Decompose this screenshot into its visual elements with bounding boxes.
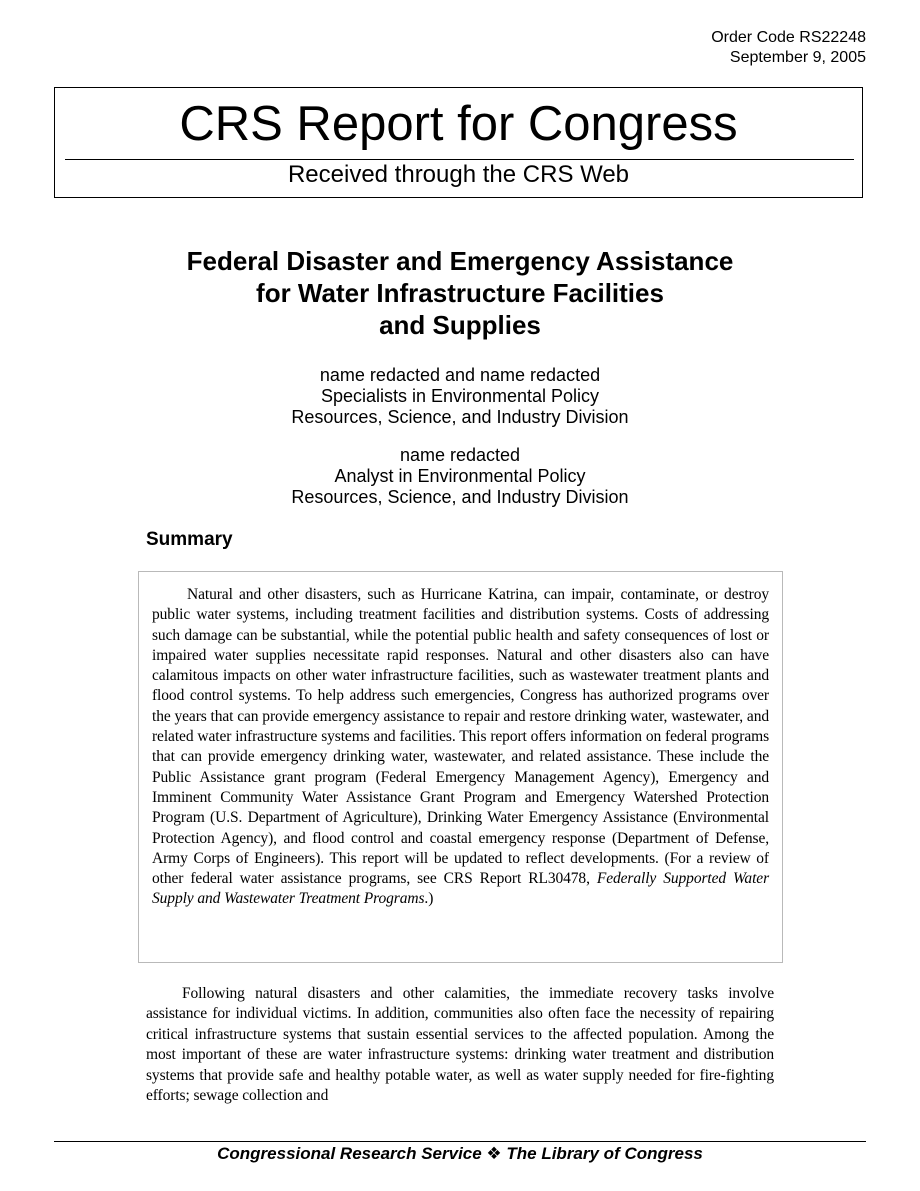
author-name: name redacted and name redacted bbox=[319, 365, 601, 385]
banner-subtitle: Received through the CRS Web bbox=[287, 161, 630, 188]
banner-title: CRS Report for Congress bbox=[179, 97, 738, 151]
report-date: September 9, 2005 bbox=[729, 49, 866, 66]
author-block bbox=[200, 365, 720, 428]
report-title bbox=[100, 245, 820, 341]
summary-body: Natural and other disasters, such as Hurricane Katrina, can impair, contaminate, or destroy public water systems, including treatment facilities and distribution systems. Costs of addressing such damage can be substantial, while the potential public health and safety consequences of lost or impaired water supplies necessitate rapid responses. Natural and other disasters also can have calamitous impacts on other water infrastructure facilities, such as wastewater treatment plants and flood control systems. To help address such emergencies, Congress has authorized programs over the years that can provide emergency assistance to repair and restore drinking water, wastewater, and related water infrastructure systems and facilities. This report offers information on federal programs that can provide emergency drinking water, wastewater, and related assistance. These include the Public Assistance grant program (Federal Emergency Management Agency), Emergency and Imminent Community Water Assistance Grant Program and Emergency Watershed Protection Program (U.S. Department of Agriculture), Drinking Water Emergency Assistance (Environmental Protection Agency), and flood control and coastal emergency response (Department of Defense, Army Corps of Engineers). This report will be updated to reflect developments. (For a review of other federal water assistance programs, see CRS Report RL30478, bbox=[152, 586, 769, 888]
footer-text: Congressional Research Service ❖ The Library of Congress bbox=[217, 1144, 703, 1163]
summary-citation: Federally Supported Water Supply and Wastewater Treatment Programs bbox=[152, 870, 769, 908]
summary-box bbox=[138, 571, 783, 963]
author-division: Resources, Science, and Industry Division bbox=[291, 407, 629, 427]
author-title: Analyst in Environmental Policy bbox=[334, 466, 586, 486]
author-title: Specialists in Environmental Policy bbox=[320, 386, 600, 406]
summary-heading: Summary bbox=[146, 529, 233, 550]
report-title-line: for Water Infrastructure Facilities bbox=[256, 278, 664, 308]
report-title-line: Federal Disaster and Emergency Assistance bbox=[186, 246, 734, 276]
summary-closing: .) bbox=[424, 890, 434, 908]
author-name: name redacted bbox=[399, 445, 521, 465]
body-paragraph: Following natural disasters and other calamities, the immediate recovery tasks involve assistance for individual victims. In addition, communities also often face the necessity of repairing critical infrastructure systems that sustain essential services to the affected population. Among the most important of these are water infrastructure systems: drinking water treatment and distribution systems that provide safe and healthy potable water, as well as water supply needed for fire-fighting efforts; sewage collection and bbox=[146, 985, 774, 1105]
report-title-line: and Supplies bbox=[379, 310, 541, 340]
footer-divider bbox=[54, 1141, 866, 1142]
summary-text bbox=[152, 585, 769, 910]
order-code: Order Code RS22248 bbox=[711, 29, 866, 46]
crs-banner bbox=[54, 87, 863, 198]
order-info bbox=[711, 28, 866, 68]
author-division: Resources, Science, and Industry Division bbox=[291, 487, 629, 507]
author-block bbox=[200, 445, 720, 508]
